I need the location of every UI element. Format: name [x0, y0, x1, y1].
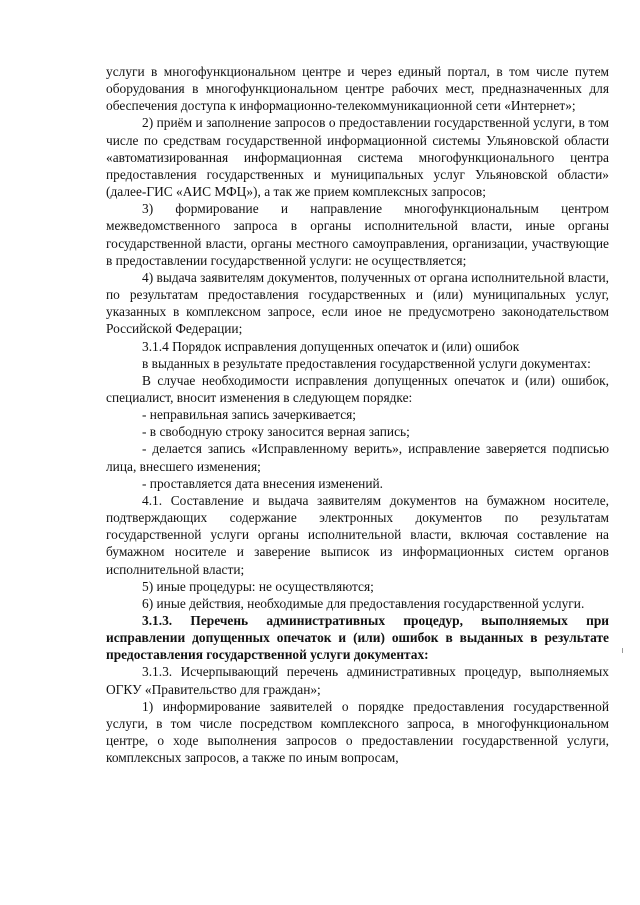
document-page	[106, 63, 609, 766]
paragraph-item-1: 1) информирование заявителей о порядке предоставления государственной услуги, в том числе посредством комплексного запроса, в многофункциональном центре, о ходе выполнения запросов о предоставлении государственной услуги, комплексных запросов, а также по иным вопросам,	[106, 698, 609, 766]
list-item-date: - проставляется дата внесения изменений.	[142, 475, 384, 491]
section-3-1-4-heading: 3.1.4 Порядок исправления допущенных опечаток и (или) ошибок	[142, 338, 520, 354]
paragraph-item-2: 2) приём и заполнение запросов о предоставлении государственной услуги, в том числе по средствам государственной информационной системы Ульяновской области «автоматизированная информационная система многофункционального центра предоставления государственных и муниципальных услуг Ульяновской области» (далее-ГИС «АИС МФЦ»), а так же прием комплексных запросов;	[106, 115, 609, 200]
margin-mark	[622, 648, 623, 653]
paragraph-item-6: 6) иные действия, необходимые для предоставления государственной услуги.	[142, 595, 585, 611]
paragraph-4-1: 4.1. Составление и выдача заявителям документов на бумажном носителе, подтверждающих содержание электронных документов по результатам государственной услуги органы исполнительной власти, включая составление на бумажном носителе и заверение выписок из информационных систем органов исполнительной власти;	[106, 492, 609, 577]
paragraph-3-1-3: 3.1.3. Исчерпывающий перечень административных процедур, выполняемых ОГКУ «Правительство для граждан»;	[106, 664, 609, 697]
list-item-correct-entry: - в свободную строку заносится верная запись;	[142, 424, 410, 440]
list-item-verify-note: - делается запись «Исправленному верить», исправление заверяется подписью лица, внесшего изменения;	[106, 441, 609, 474]
paragraph-correction-intro: В случае необходимости исправления допущенных опечаток и (или) ошибок, специалист, вносит изменения в следующем порядке:	[106, 372, 609, 405]
paragraph-item-3: 3) формирование и направление многофункциональным центром межведомственного запроса в органы исполнительной власти, иные органы государственной власти, органы местного самоуправления, организации, участвующие в предоставлении государственной услуги: не осуществляется;	[106, 201, 609, 268]
section-3-1-4-heading-cont: в выданных в результате предоставления государственной услуги документах:	[142, 355, 591, 371]
section-3-1-3-heading: 3.1.3. Перечень административных процедур, выполняемых при исправлении допущенных опечаток и (или) ошибок в выданных в результате предоставления государственной услуги документах:	[106, 613, 609, 663]
paragraph-continuation: услуги в многофункциональном центре и через единый портал, в том числе путем оборудования в многофункциональном центре рабочих мест, предназначенных для обеспечения доступа к информационно-телекоммуникационной сети «Интернет»;	[106, 64, 609, 114]
paragraph-item-4: 4) выдача заявителям документов, полученных от органа исполнительной власти, по результатам предоставления государственных и (или) муниципальных услуг, указанных в комплексном запросе, если иное не предусмотрено законодательством Российской Федерации;	[106, 269, 609, 337]
list-item-strike: - неправильная запись зачеркивается;	[142, 407, 357, 423]
paragraph-item-5: 5) иные процедуры: не осуществляются;	[142, 578, 374, 594]
